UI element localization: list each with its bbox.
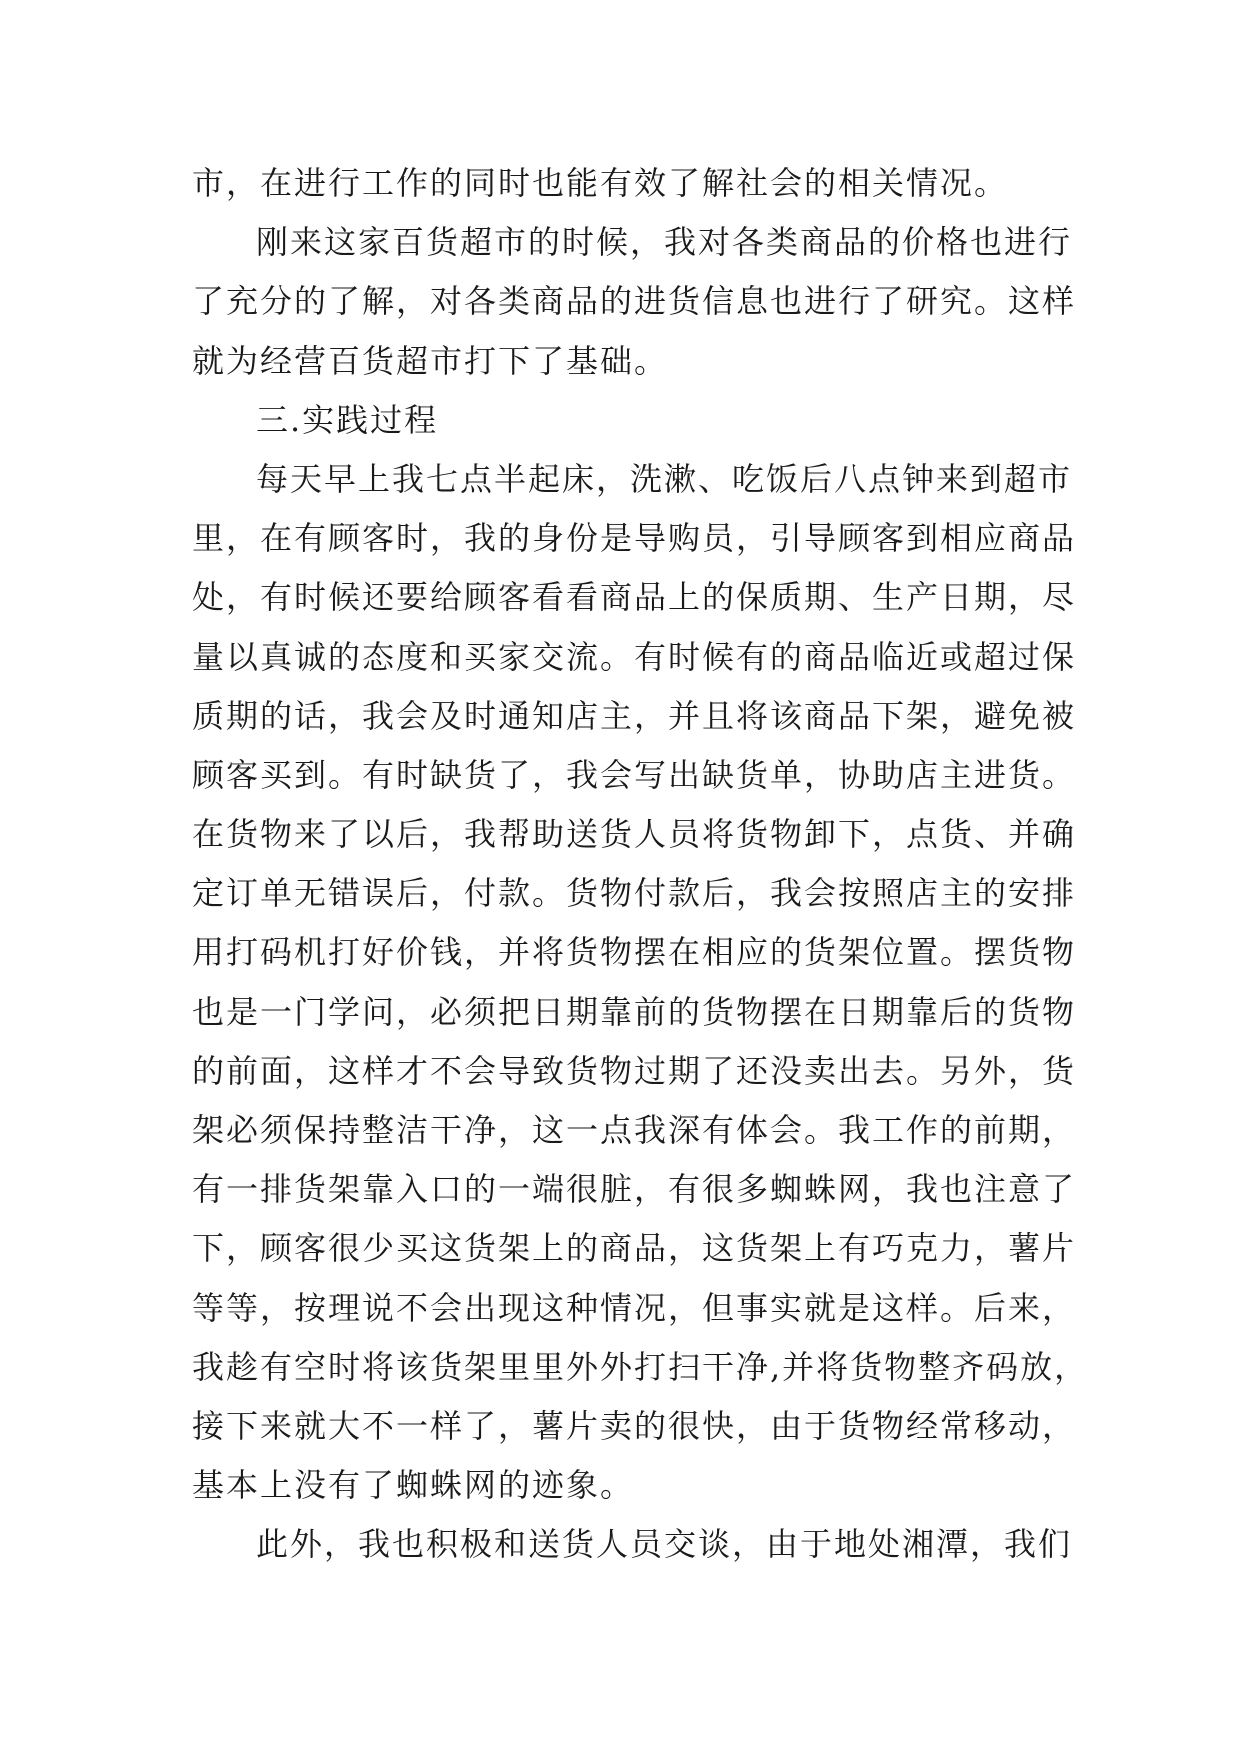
text-line: 我趁有空时将该货架里里外外打扫干净,并将货物整齐码放， — [192, 1347, 1089, 1386]
text-line: 此外，我也积极和送货人员交谈，由于地处湘潭，我们 — [256, 1525, 1073, 1564]
body-text — [192, 154, 1089, 1575]
text-line: 的前面，这样才不会导致货物过期了还没卖出去。另外，货 — [192, 1051, 1077, 1090]
text-line: 定订单无错误后，付款。货物付款后，我会按照店主的安排 — [192, 874, 1077, 913]
text-line: 下，顾客很少买这货架上的商品，这货架上有巧克力，薯片 — [192, 1229, 1077, 1268]
text-line: 市，在进行工作的同时也能有效了解社会的相关情况。 — [192, 164, 1009, 202]
text-line: 有一排货架靠入口的一端很脏，有很多蜘蛛网，我也注意了 — [192, 1170, 1077, 1209]
text-line: 质期的话，我会及时通知店主，并且将该商品下架，避免被 — [192, 696, 1077, 735]
text-line: 架必须保持整洁干净，这一点我深有体会。我工作的前期， — [192, 1111, 1077, 1149]
text-line: 了充分的了解，对各类商品的进货信息也进行了研究。这样 — [192, 282, 1077, 321]
text-line: 量以真诚的态度和买家交流。有时候有的商品临近或超过保 — [192, 637, 1077, 676]
section-heading: 三.实践过程 — [256, 400, 439, 439]
text-line: 在货物来了以后，我帮助送货人员将货物卸下，点货、并确 — [192, 815, 1077, 854]
text-line: 顾客买到。有时缺货了，我会写出缺货单，协助店主进货。 — [192, 755, 1077, 794]
text-line: 接下来就大不一样了，薯片卖的很快，由于货物经常移动， — [192, 1406, 1077, 1445]
text-line: 里，在有顾客时，我的身份是导购员，引导顾客到相应商品 — [192, 519, 1077, 558]
text-line: 等等，按理说不会出现这种情况，但事实就是这样。后来， — [192, 1288, 1077, 1327]
text-line: 基本上没有了蜘蛛网的迹象。 — [192, 1466, 635, 1505]
text-line: 刚来这家百货超市的时候，我对各类商品的价格也进行 — [256, 223, 1073, 262]
text-line: 用打码机打好价钱，并将货物摆在相应的货架位置。摆货物 — [192, 933, 1077, 972]
text-line: 就为经营百货超市打下了基础。 — [192, 341, 669, 380]
text-line: 处，有时候还要给顾客看看商品上的保质期、生产日期，尽 — [192, 578, 1077, 617]
text-line: 每天早上我七点半起床，洗漱、吃饭后八点钟来到超市 — [256, 459, 1073, 498]
text-line: 也是一门学问，必须把日期靠前的货物摆在日期靠后的货物 — [192, 992, 1077, 1031]
